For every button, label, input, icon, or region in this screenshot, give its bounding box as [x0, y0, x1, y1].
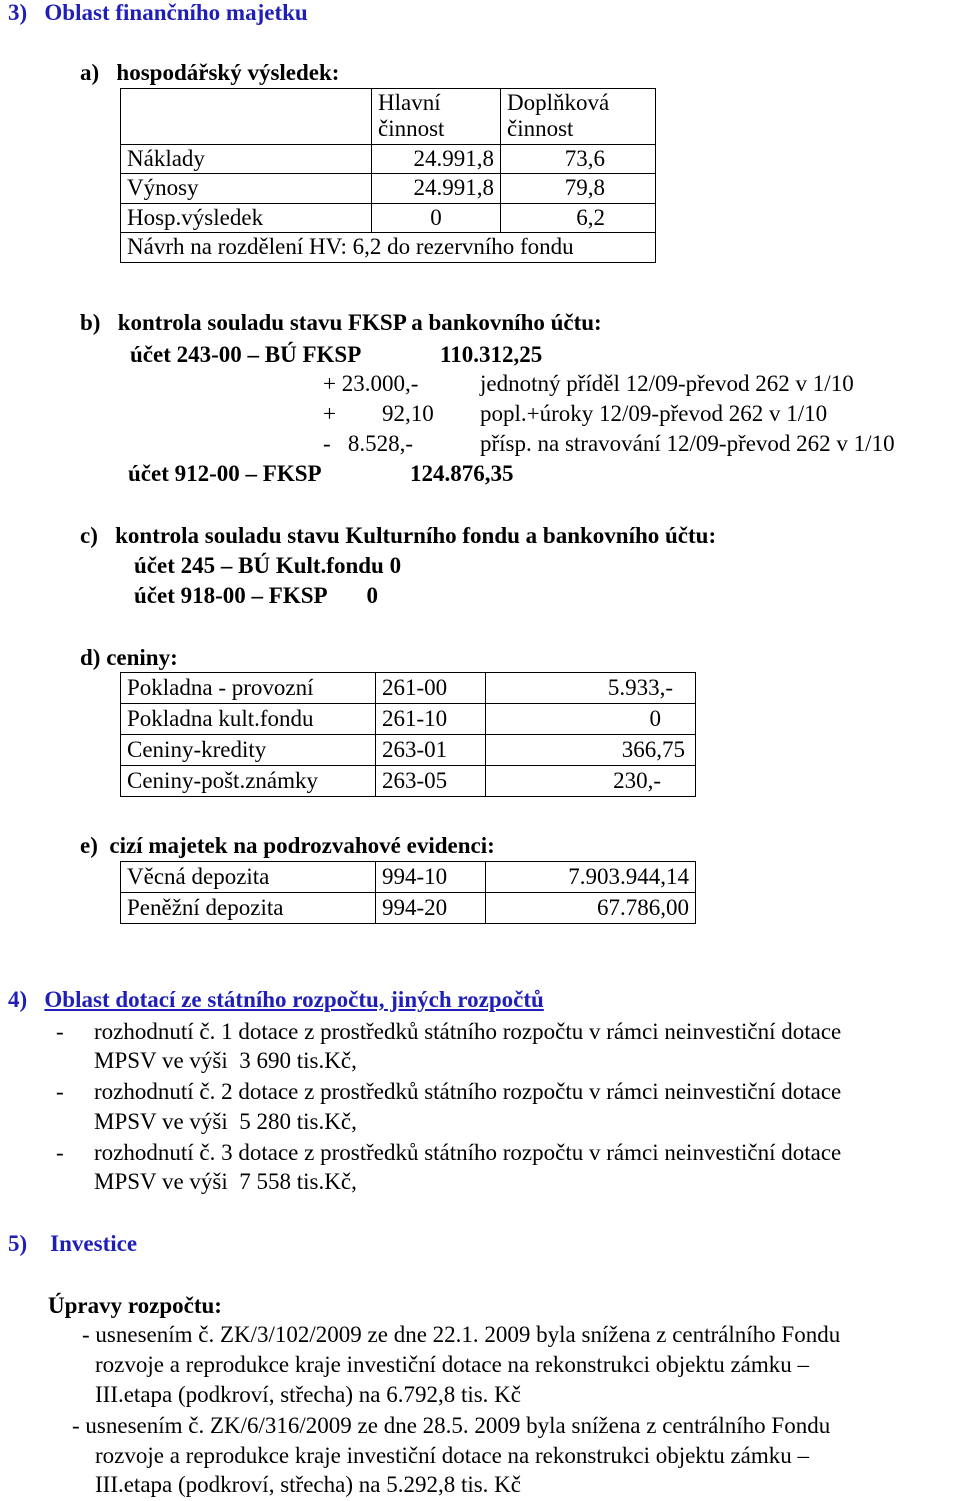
resolution-line2: rozvoje a reprodukce kraje investiční dotace na rekonstrukci objektu zámku –: [95, 1443, 809, 1468]
row-side-value: 73,6: [501, 144, 656, 173]
row-value: 366,75: [486, 735, 696, 766]
subsection-e-heading: [80, 833, 495, 859]
row-name: Věcná depozita: [121, 862, 376, 893]
row-value: 0: [486, 704, 696, 735]
subsection-c-heading: [80, 523, 716, 549]
bullet-dash: -: [56, 1140, 64, 1165]
subsection-a-label: a): [80, 60, 100, 85]
grant-item-line2: MPSV ve výši 3 690 tis.Kč,: [94, 1048, 357, 1073]
subsection-b-title: kontrola souladu stavu FKSP a bankovního účtu:: [117, 310, 602, 335]
header-side-line2: činnost: [507, 116, 574, 142]
table-row: [121, 735, 696, 766]
row-account: 261-00: [376, 673, 486, 704]
subsection-c-title: kontrola souladu stavu Kulturního fondu a bankovního účtu:: [115, 523, 717, 548]
row-name: Ceniny-kredity: [121, 735, 376, 766]
table-header-side: [501, 89, 656, 145]
row-account: 263-05: [376, 766, 486, 797]
fksp-bank-account-label: účet 243-00 – BÚ FKSP: [130, 342, 362, 367]
header-main-line1: Hlavní: [378, 90, 441, 115]
adjustment-text: přísp. na stravování 12/09-převod 262 v 1/10: [480, 431, 895, 456]
header-main-line2: činnost: [378, 116, 445, 142]
subsection-d-heading: [80, 645, 178, 671]
section-3-number: 3): [8, 0, 28, 25]
row-side-value: 79,8: [501, 174, 656, 203]
adjustment-text: popl.+úroky 12/09-převod 262 v 1/10: [480, 401, 828, 426]
section-3-title: Oblast finančního majetku: [44, 0, 308, 25]
section-5-heading: [8, 1231, 137, 1257]
resolution-line3: III.etapa (podkroví, střecha) na 5.292,8 tis. Kč: [95, 1472, 521, 1497]
table-header-row: [121, 89, 656, 145]
row-main-value: 24.991,8: [372, 174, 501, 203]
row-name: Výnosy: [121, 174, 372, 203]
fksp-bank-account-value: 110.312,25: [440, 342, 543, 367]
section-3-heading: [8, 0, 308, 26]
fksp-account-label: účet 912-00 – FKSP: [128, 461, 322, 486]
row-value: 7.903.944,14: [486, 862, 696, 893]
subsection-b-label: b): [80, 310, 101, 335]
row-name: Náklady: [121, 144, 372, 173]
row-side-value: 6,2: [501, 203, 656, 232]
resolution-line1: - usnesením č. ZK/6/316/2009 ze dne 28.5. 2009 byla snížena z centrálního Fondu: [72, 1413, 831, 1438]
subsection-d-title: ceniny:: [106, 645, 178, 670]
grant-item-line1: rozhodnutí č. 1 dotace z prostředků státního rozpočtu v rámci neinvestiční dotace: [94, 1019, 842, 1044]
table-row: [121, 174, 656, 203]
subsection-e-label: e): [80, 833, 98, 858]
table-row: [121, 704, 696, 735]
row-value: 5.933,-: [486, 673, 696, 704]
table-header-main: [372, 89, 501, 145]
row-account: 994-20: [376, 893, 486, 924]
table-row: [121, 203, 656, 232]
resolution-line1: - usnesením č. ZK/3/102/2009 ze dne 22.1. 2009 byla snížena z centrálního Fondu: [82, 1322, 841, 1347]
grant-item-line2: MPSV ve výši 7 558 tis.Kč,: [94, 1169, 357, 1194]
table-row: [121, 766, 696, 797]
subsection-a-title: hospodářský výsledek:: [116, 60, 340, 85]
subsection-b-heading: [80, 310, 602, 336]
row-name: Pokladna - provozní: [121, 673, 376, 704]
adjustment-sign: + 23.000,-: [323, 371, 419, 396]
table-row: [121, 673, 696, 704]
table-row: [121, 862, 696, 893]
grant-item-line1: rozhodnutí č. 2 dotace z prostředků státního rozpočtu v rámci neinvestiční dotace: [94, 1079, 842, 1104]
section-4-title: Oblast dotací ze státního rozpočtu, jiných rozpočtů: [44, 987, 544, 1012]
header-side-line1: Doplňková: [507, 90, 610, 115]
subsection-a-heading: [80, 60, 339, 86]
section-5-number: 5): [8, 1231, 28, 1256]
table-row: [121, 144, 656, 173]
row-name: Hosp.výsledek: [121, 203, 372, 232]
ceniny-table: [120, 672, 696, 797]
budget-adjustments-heading: Úpravy rozpočtu:: [48, 1293, 222, 1318]
row-main-value: 24.991,8: [372, 144, 501, 173]
section-4-number: 4): [8, 987, 28, 1012]
bullet-dash: -: [56, 1019, 64, 1044]
row-value: 230,-: [486, 766, 696, 797]
culture-fund-account: účet 245 – BÚ Kult.fondu 0: [134, 553, 402, 578]
table-corner-cell: [121, 89, 372, 145]
proposal-text: Návrh na rozdělení HV: 6,2 do rezervního fondu: [121, 233, 656, 262]
fksp-account-value: 124.876,35: [410, 461, 514, 486]
subsection-c-label: c): [80, 523, 98, 548]
resolution-line3: III.etapa (podkroví, střecha) na 6.792,8 tis. Kč: [95, 1382, 521, 1407]
row-main-value: 0: [372, 203, 501, 232]
row-name: Pokladna kult.fondu: [121, 704, 376, 735]
subsection-e-title: cizí majetek na podrozvahové evidenci:: [109, 833, 495, 858]
adjustment-text: jednotný příděl 12/09-převod 262 v 1/10: [480, 371, 854, 396]
table-row: [121, 893, 696, 924]
row-name: Ceniny-pošt.známky: [121, 766, 376, 797]
section-4-heading: [8, 987, 544, 1013]
subsection-d-label: d): [80, 645, 101, 670]
resolution-line2: rozvoje a reprodukce kraje investiční dotace na rekonstrukci objektu zámku –: [95, 1352, 809, 1377]
fksp-918-account: účet 918-00 – FKSP 0: [134, 583, 379, 608]
row-account: 994-10: [376, 862, 486, 893]
adjustment-sign: + 92,10: [323, 401, 434, 426]
row-account: 263-01: [376, 735, 486, 766]
grant-item-line1: rozhodnutí č. 3 dotace z prostředků státního rozpočtu v rámci neinvestiční dotace: [94, 1140, 842, 1165]
off-balance-table: [120, 861, 696, 924]
hospodarsky-vysledek-table: [120, 88, 656, 263]
section-5-title: Investice: [50, 1231, 138, 1256]
bullet-dash: -: [56, 1079, 64, 1104]
grant-item-line2: MPSV ve výši 5 280 tis.Kč,: [94, 1109, 357, 1134]
row-name: Peněžní depozita: [121, 893, 376, 924]
table-row-proposal: [121, 233, 656, 262]
row-account: 261-10: [376, 704, 486, 735]
adjustment-sign: - 8.528,-: [323, 431, 414, 456]
row-value: 67.786,00: [486, 893, 696, 924]
